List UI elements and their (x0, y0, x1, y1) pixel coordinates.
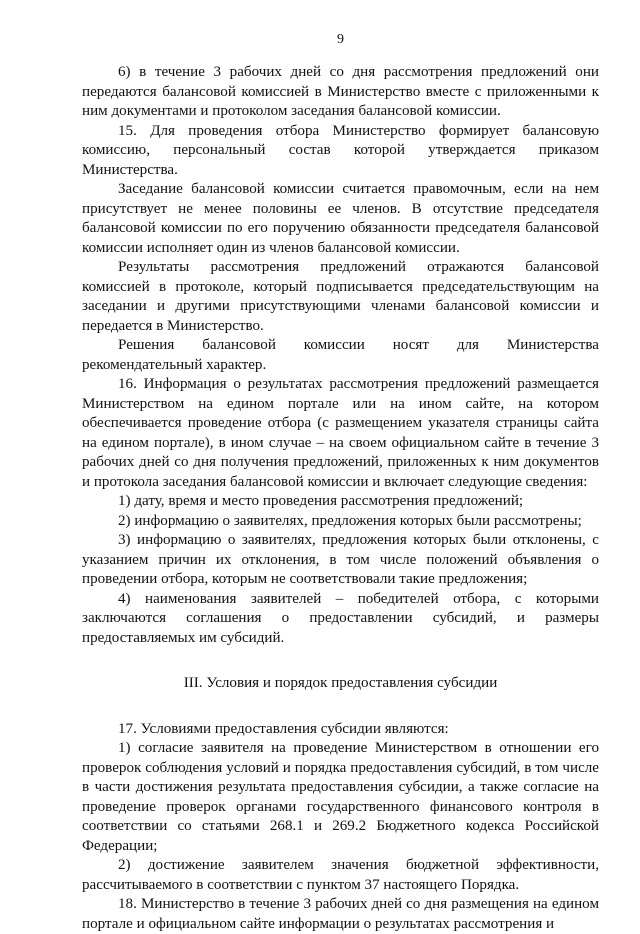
paragraph-17-item-1: 1) согласие заявителя на проведение Министерством в отношении его проверок соблюдения условий и порядка предоставления субсидий, в том числе в части достижения результата предоставления субсидии, а также согласие на проведение проверок органами государственного финансового контроля в соответствии со статьями 268.1 и 269.2 Бюджетного кодекса Российской Федерации; (82, 740, 599, 854)
page-number: 9 (337, 32, 344, 47)
paragraph-16-item-2: 2) информацию о заявителях, предложения которых были рассмотрены; (118, 512, 582, 529)
paragraph-16-item-1: 1) дату, время и место проведения рассмотрения предложений; (118, 493, 524, 509)
paragraph-15: 15. Для проведения отбора Министерство формирует балансовую комиссию, персональный состав которой утверждается приказом Министерства. (82, 122, 599, 178)
section-heading: III. Условия и порядок предоставления субсидии (183, 675, 498, 691)
paragraph-16-item-4: 4) наименования заявителей – победителей отбора, с которыми заключаются соглашения о предоставлении субсидий, и размеры предоставляемых им субсидий. (82, 590, 599, 646)
paragraph-15-quorum: Заседание балансовой комиссии считается правомочным, если на нем присутствует не менее половины ее членов. В отсутствие председателя балансовой комиссии по его поручению обязанности председателя балансовой комиссии исполняет один из членов балансовой комиссии. (82, 181, 599, 256)
paragraph-15-results: Результаты рассмотрения предложений отражаются балансовой комиссией в протоколе, который подписывается председательствующим на заседании и другими присутствующими членами балансовой комиссии и передается в Министерство. (82, 259, 599, 334)
paragraph-17-item-2: 2) достижение заявителем значения бюджетной эффективности, рассчитываемого в соответствии с пунктом 37 настоящего Порядка. (82, 857, 599, 893)
paragraph-15-decisions: Решения балансовой комиссии носят для Министерства рекомендательный характер. (82, 337, 599, 373)
paragraph-16-item-3: 3) информацию о заявителях, предложения которых были отклонены, с указанием причин их отклонения, в том числе положений объявления о проведении отбора, которым не соответствовали такие предложения; (82, 532, 599, 587)
paragraph-16: 16. Информация о результатах рассмотрения предложений размещается Министерством на едином портале или на ином сайте, на котором обеспечивается проведение отбора (с размещением указателя страницы сайта на едином портале), в ином случае – на своем официальном сайте в течение 3 рабочих дней со дня получения предложений, приложенных к ним документов и протокола заседания балансовой комиссии и включает следующие сведения: (82, 376, 599, 490)
paragraph-17: 17. Условиями предоставления субсидии являются: (118, 720, 449, 737)
document-body (82, 63, 599, 934)
paragraph-6-item-6: 6) в течение 3 рабочих дней со дня рассмотрения предложений они передаются балансовой комиссией в Министерство вместе с приложенными к ним документами и протоколом заседания балансовой комиссии. (82, 64, 599, 119)
paragraph-18: 18. Министерство в течение 3 рабочих дней со дня размещения на едином портале и официальном сайте информации о результатах рассмотрения и (82, 896, 599, 932)
